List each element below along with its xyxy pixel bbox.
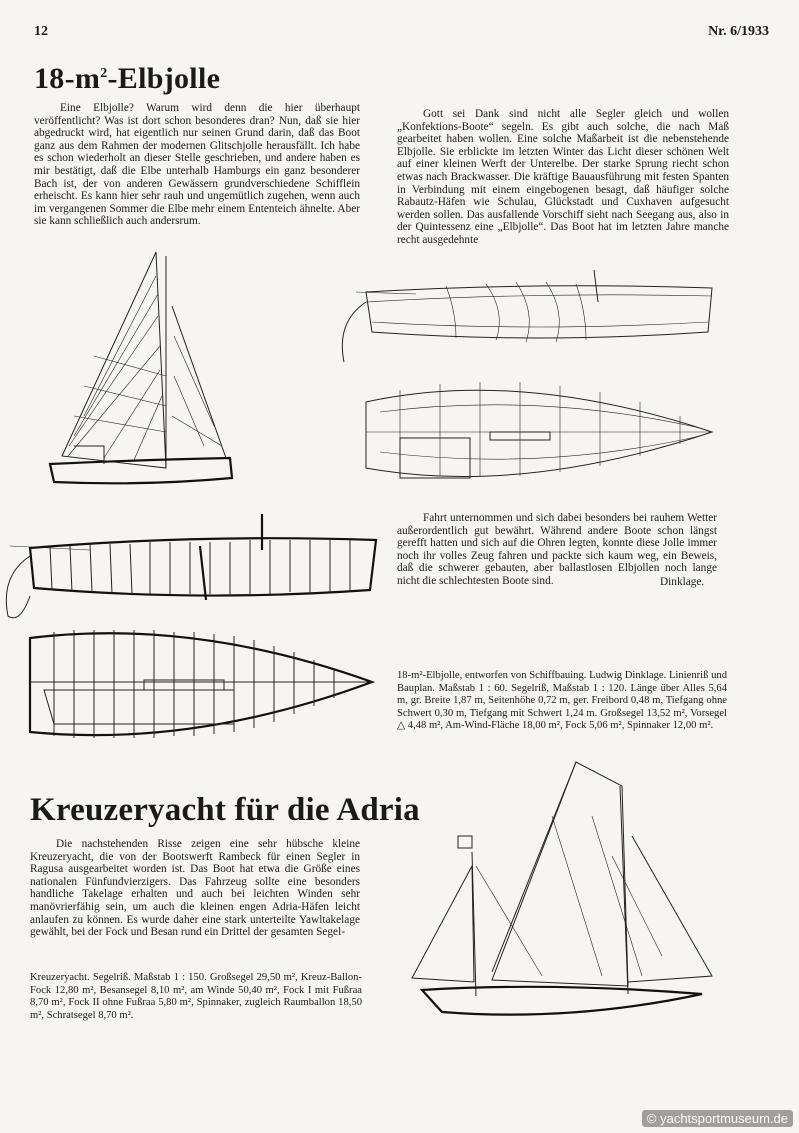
article2-body: Die nachstehenden Risse zeigen eine sehr hübsche kleine Kreuzeryacht, die von der Bootswerft Rambeck für einen Segler in Ragusa ausgearbeitet worden ist. Das Boot hat etwa die Größe eines nationalen Fünfundvierzigers. Das Fahrzeug sollte eine besonders handliche Takelage erhalten und auch bei leichten Winden sehr manövrierfähig sein, um auch die kleinen engen Adria-Häfen leicht anlaufen zu können. Es wurde daher eine stark unterteilte Yawltakelage gewählt, bei der Fock und Besan rund ein Drittel der gesamten Segel- bbox=[30, 838, 360, 939]
issue-number: Nr. 6/1933 bbox=[708, 24, 769, 39]
watermark: © yachtsportmuseum.de bbox=[642, 1110, 793, 1127]
hull-plan-view bbox=[360, 372, 716, 490]
title-superscript: 2 bbox=[100, 66, 108, 81]
construction-plan bbox=[24, 624, 376, 742]
article1-caption: 18-m²-Elbjolle, entworfen von Schiffbauing. Ludwig Dinklage. Linienriß und Bauplan. Maßstab 1 : 60. Segelriß, Maßstab 1 : 120. Länge über Alles 5,64 m, gr. Breite 1,87 m, Seitenhöhe 0,72 m, ger. Freibord 0,48 m, Tiefgang ohne Schwert 0,30 m, Tiefgang mit Schwert 1,24 m. Großsegel 13,52 m², Vorsegel △ 4,48 m², Am-Wind-Fläche 18,00 m², Fock 5,06 m², Spinnaker 12,00 m². bbox=[397, 670, 727, 732]
article-title-elbjolle bbox=[34, 62, 220, 96]
page-number: 12 bbox=[34, 24, 48, 39]
title-rest: -Elbjolle bbox=[107, 62, 221, 95]
article2-caption: Kreuzeryacht. Segelriß. Maßstab 1 : 150. Großsegel 29,50 m², Kreuz-Ballon-Fock 12,80 m², Besansegel 8,10 m², am Winde 50,40 m², Fock I mit Fußraa 8,70 m², Fock II ohne Fußraa 5,80 m², Spinnaker, zugleich Raumballon 18,50 m², Schratsegel 8,70 m². bbox=[30, 972, 362, 1021]
title-main: 18-m bbox=[34, 62, 101, 95]
article1-column2: Gott sei Dank sind nicht alle Segler gleich und wollen „Konfektions-Boote“ segeln. Es gibt auch solche, die nach Maß gearbeitet haben wollen. Eine solche Maßarbeit ist die nebenstehende Elbjolle. Sie erblickte im letzten Winter das Licht dieser schönen Welt auf einer kleinen Werft der Unterelbe. Der starke Sprung riecht schon etwas nach Brackwasser. Die kräftige Bauausführung mit festen Spanten in Verbindung mit einem eingebogenen besagt, daß häufiger solche Rabautz-Häfen wie Schulau, Glückstadt und Cuxhaven aufgesucht werden sollen. Das ausfallende Vorschiff sieht nach Seegang aus, also in der Quintessenz eine „Elbjolle“. Das Boot hat im letzten Jahre manche recht ausgedehnte bbox=[397, 108, 729, 246]
article1-continuation: Fahrt unternommen und sich dabei besonders bei rauhem Wetter außerordentlich gut bewährt. Während andere Boote schon längst gerefft hatten und sich auf die Ohren legten, konnte diese Jolle immer noch ihr volles Zeug fahren und packte sich kaum weg, ein Beweis, daß die schwerer gebauten, aber ballastlosen Elbjollen noch lange nicht die schlechtesten Boote sind. bbox=[397, 512, 717, 587]
hull-profile-lines bbox=[336, 262, 718, 372]
sail-plan-kreuzeryacht bbox=[402, 756, 724, 1022]
construction-profile bbox=[0, 506, 384, 626]
sail-plan-elbjolle bbox=[44, 246, 240, 490]
article-title-kreuzeryacht: Kreuzeryacht für die Adria bbox=[30, 792, 420, 828]
article1-column1: Eine Elbjolle? Warum wird denn die hier überhaupt veröffentlicht? Was ist dort schon besonderes dran? Nun, daß sie hier abgedruckt wird, hat eigentlich nur seinen Grund darin, daß das Boot ganz aus dem Rahmen der modernen Glitschjolle herausfällt. Ich habe es schon wiederholt an dieser Stelle geschrieben, und andere haben es mir bestätigt, daß die Elbe unterhalb Hamburgs ein ganz besonderer Bach ist, der von anderen Gewässern grundverschiedene Schifflein erheischt. Es kann hier sehr rauh und ungemütlich zugehen, wenn auch im vergangenen Sommer die Elbe mehr einem Ententeich ähnelte. Aber sie kann schließlich auch andersrum. bbox=[34, 102, 360, 228]
author-signature: Dinklage. bbox=[660, 576, 705, 588]
